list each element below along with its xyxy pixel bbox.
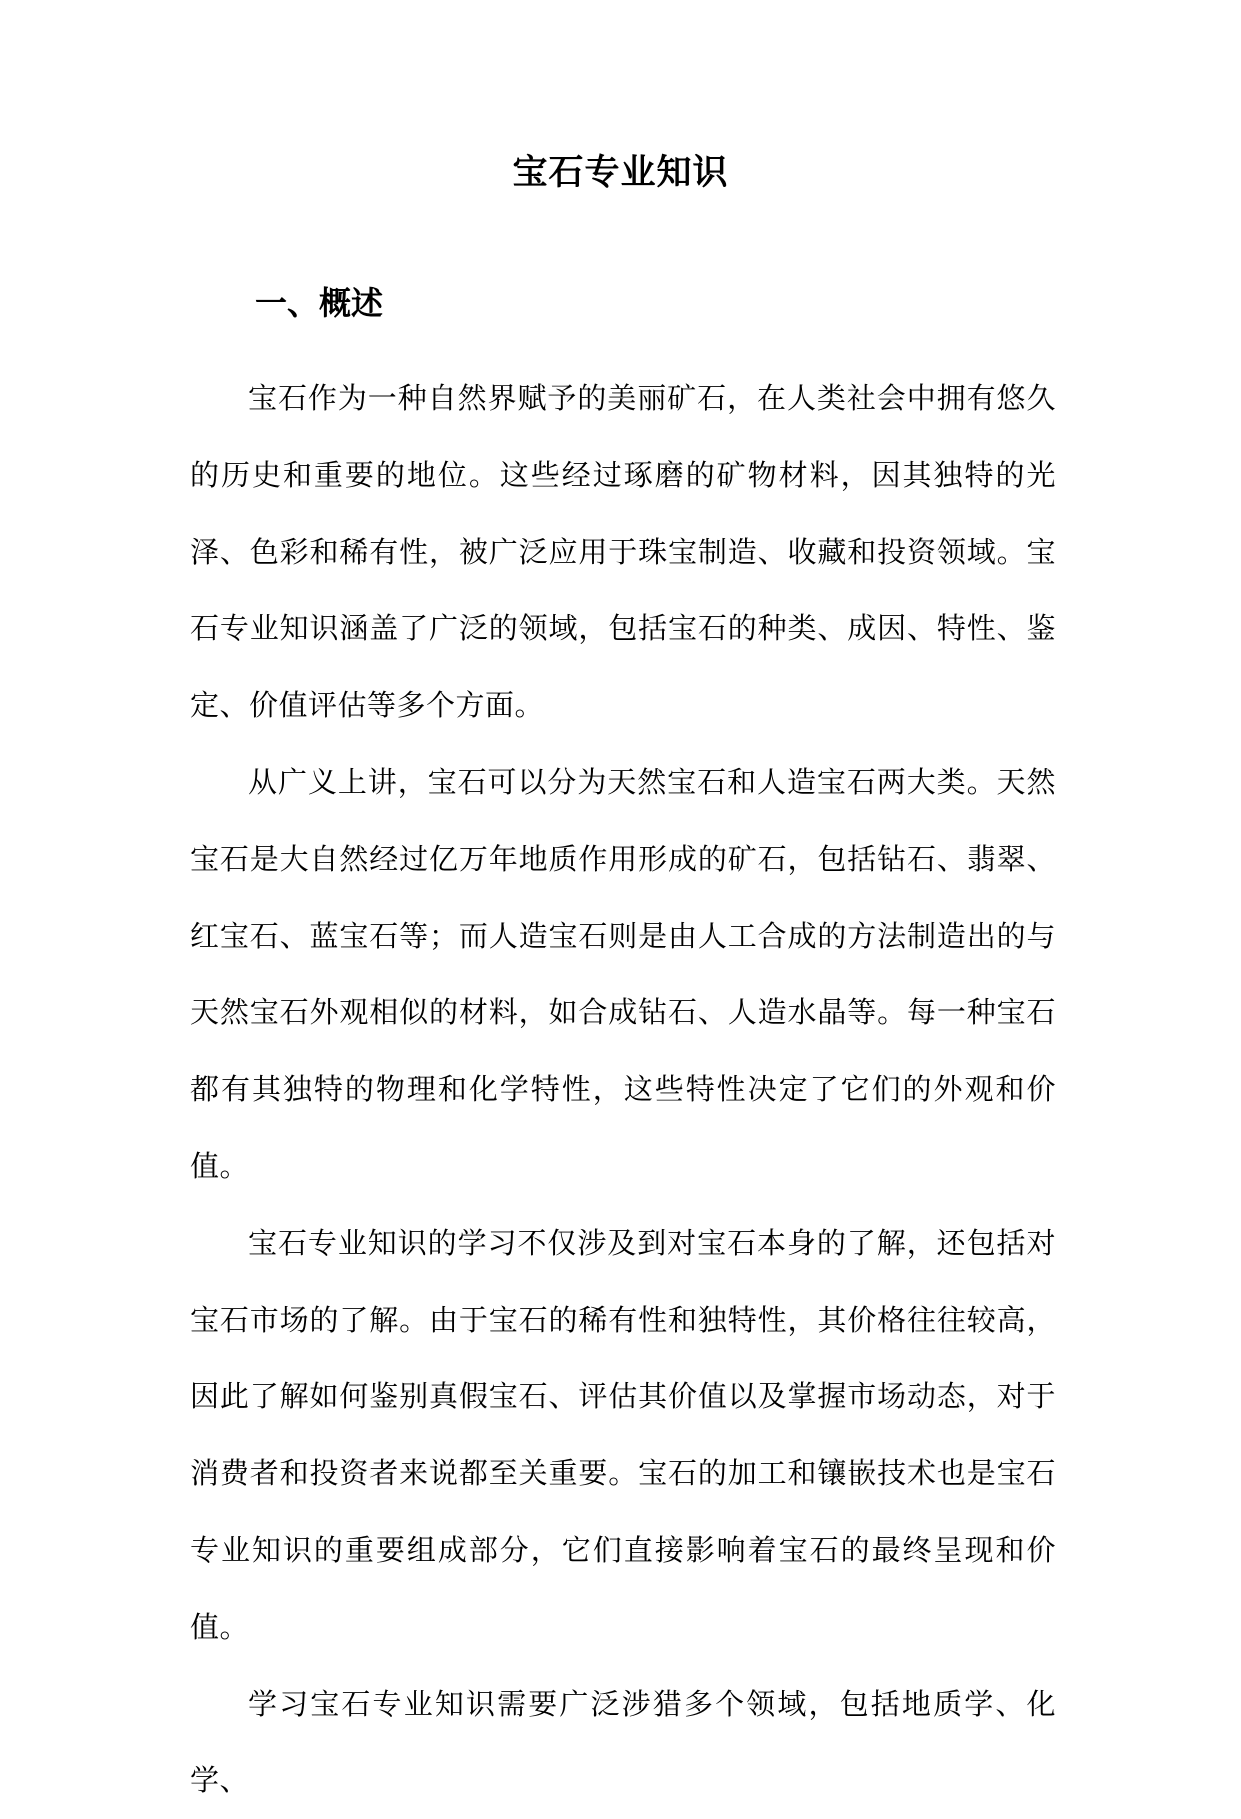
paragraph: 宝石作为一种自然界赋予的美丽矿石，在人类社会中拥有悠久的历史和重要的地位。这些经过琢磨的矿物材料，因其独特的光泽、色彩和稀有性，被广泛应用于珠宝制造、收藏和投资领域。宝石专业知识涵盖了广泛的领域，包括宝石的种类、成因、特性、鉴定、价值评估等多个方面。 bbox=[190, 381, 1056, 723]
section-heading-overview: 一、概述 bbox=[255, 284, 384, 322]
section-body bbox=[190, 360, 1056, 1819]
document-title: 宝石专业知识 bbox=[512, 152, 729, 193]
paragraph: 从广义上讲，宝石可以分为天然宝石和人造宝石两大类。天然宝石是大自然经过亿万年地质作用形成的矿石，包括钻石、翡翠、红宝石、蓝宝石等；而人造宝石则是由人工合成的方法制造出的与天然宝石外观相似的材料，如合成钻石、人造水晶等。每一种宝石都有其独特的物理和化学特性，这些特性决定了它们的外观和价值。 bbox=[190, 764, 1056, 1183]
paragraph: 学习宝石专业知识需要广泛涉猎多个领域，包括地质学、化学、 bbox=[190, 1686, 1056, 1798]
paragraph: 宝石专业知识的学习不仅涉及到对宝石本身的了解，还包括对宝石市场的了解。由于宝石的稀有性和独特性，其价格往往较高，因此了解如何鉴别真假宝石、评估其价值以及掌握市场动态，对于消费者和投资者来说都至关重要。宝石的加工和镶嵌技术也是宝石专业知识的重要组成部分，它们直接影响着宝石的最终呈现和价值。 bbox=[190, 1225, 1056, 1644]
